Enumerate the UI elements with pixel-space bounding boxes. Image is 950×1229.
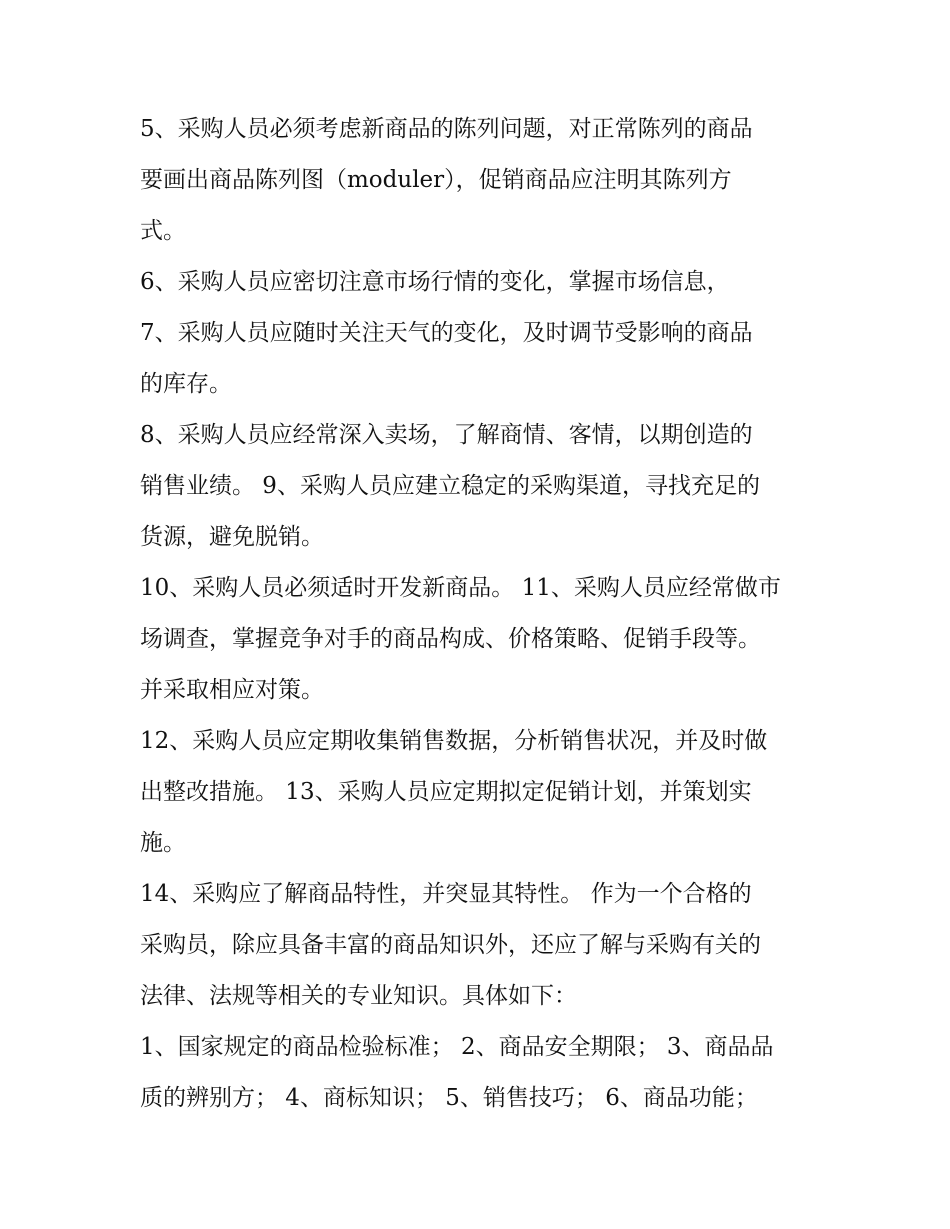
text-line: 5、采购人员必须考虑新商品的陈列问题，对正常陈列的商品 xyxy=(140,116,753,142)
text-line: 7、采购人员应随时关注天气的变化，及时调节受影响的商品 xyxy=(140,320,753,346)
text-line: 销售业绩。 9、采购人员应建立稳定的采购渠道，寻找充足的 xyxy=(140,473,760,499)
text-line: 1、国家规定的商品检验标准； 2、商品安全期限； 3、商品品 xyxy=(140,1034,774,1060)
text-line: 14、采购应了解商品特性，并突显其特性。 作为一个合格的 xyxy=(140,881,752,907)
text-line: 12、采购人员应定期收集销售数据，分析销售状况，并及时做 xyxy=(140,728,768,754)
text-line: 法律、法规等相关的专业知识。具体如下： xyxy=(140,983,577,1009)
text-line: 施。 xyxy=(140,830,186,856)
text-line: 出整改措施。 13、采购人员应定期拟定促销计划，并策划实 xyxy=(140,779,752,805)
text-line: 并采取相应对策。 xyxy=(140,677,324,703)
paragraph-7 xyxy=(140,308,820,410)
text-line: 的库存。 xyxy=(140,371,232,397)
text-line: 质的辨别方； 4、商标知识； 5、销售技巧； 6、商品功能； xyxy=(140,1085,758,1111)
text-line: 6、采购人员应密切注意市场行情的变化，掌握市场信息， xyxy=(140,269,730,295)
text-line: 要画出商品陈列图（moduler），促销商品应注明其陈列方 xyxy=(140,167,732,193)
paragraph-10-11 xyxy=(140,563,820,716)
text-line: 10、采购人员必须适时开发新商品。 11、采购人员应经常做市 xyxy=(140,575,781,601)
text-line: 货源，避免脱销。 xyxy=(140,524,324,550)
paragraph-14 xyxy=(140,869,820,1022)
paragraph-5 xyxy=(140,104,820,257)
paragraph-8-9 xyxy=(140,410,820,563)
text-line: 采购员，除应具备丰富的商品知识外，还应了解与采购有关的 xyxy=(140,932,761,958)
paragraph-12-13 xyxy=(140,716,820,869)
paragraph-6 xyxy=(140,257,820,308)
paragraph-knowledge-list xyxy=(140,1022,820,1124)
document-body xyxy=(140,104,820,1124)
text-line: 场调查，掌握竞争对手的商品构成、价格策略、促销手段等。 xyxy=(140,626,761,652)
text-line: 式。 xyxy=(140,218,186,244)
text-line: 8、采购人员应经常深入卖场，了解商情、客情，以期创造的 xyxy=(140,422,753,448)
